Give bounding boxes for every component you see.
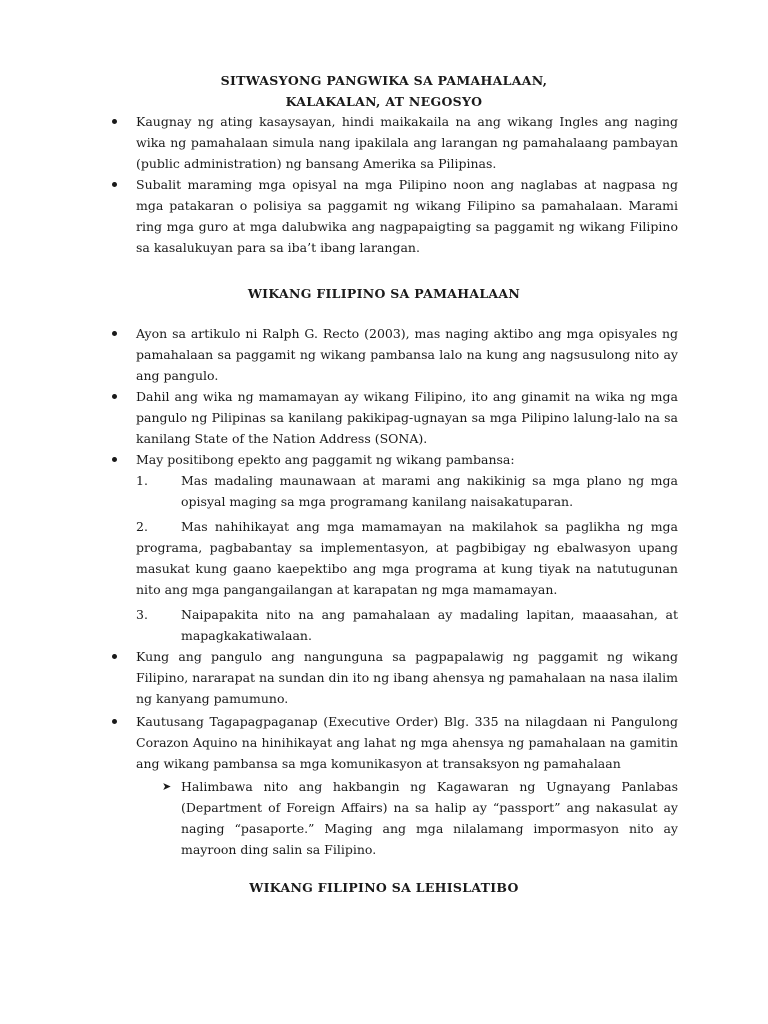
bullet-icon [112,119,117,124]
bullet-icon [112,182,117,187]
list-item: Ayon sa artikulo ni Ralph G. Recto (2003), mas naging aktibo ang mga opisyales ng pamahalaan sa paggamit ng wikang pambansa lalo na kung ang nagsusulong nito ay ang pangulo. [0,323,768,386]
bullet-icon [112,331,117,336]
bullet-icon [112,719,117,724]
list-item: Subalit maraming mga opisyal na mga Pilipino noon ang naglabas at nagpasa ng mga patakaran o polisiya sa paggamit ng wikang Filipino sa pamahalaan. Marami ring mga guro at mga dalubwika ang nagpapaigting sa paggamit ng wikang Filipino sa kasalukuyan para sa iba’t ibang larangan. [0,174,768,258]
intro-list [0,111,768,258]
title-line-1: SITWASYONG PANGWIKA SA PAMAHALAAN, [220,73,548,88]
numbered-item: 1. Mas madaling maunawaan at marami ang nakikinig sa mga plano ng mga opisyal maging sa mga programang kanilang naisakatuparan. [0,470,768,512]
list-item: Kaugnay ng ating kasaysayan, hindi maikakaila na ang wikang Ingles ang naging wika ng pamahalaan simula nang ipakilala ang larangan ng pamahalaang pambayan (public administration) ng bansang Amerika sa Pilipinas. [0,111,768,174]
document-title [0,70,768,112]
numbered-item: 2. Mas nahihikayat ang mga mamamayan na makilahok sa paglikha ng mga programa, pagbabantay sa implementasyon, at pagbibigay ng ebalwasyon upang masukat kung gaano kaepektibo ang mga programa at kung tiyak na natutugunan nito ang mga pangangailangan at karapatan ng mga mamamayan. [0,516,768,600]
list-item: May positibong epekto ang paggamit ng wikang pambansa: [0,449,768,470]
bullet-icon [112,394,117,399]
section-heading-lehislatibo: WIKANG FILIPINO SA LEHISLATIBO [249,880,519,895]
item-number: 2. [136,519,148,534]
item-number: 3. [136,607,148,622]
list-item: Kung ang pangulo ang nangunguna sa pagpapalawig ng paggamit ng wikang Filipino, nararapat na sundan din ito ng ibang ahensya ng pamahalaan na nasa ilalim ng kanyang pamumuno. [0,646,768,709]
list-item: Kautusang Tagapagpaganap (Executive Order) Blg. 335 na nilagdaan ni Pangulong Corazon Aquino na hinihikayat ang lahat ng mga ahensya ng pamahalaan na gamitin ang wikang pambansa sa mga komunikasyon at transaksyon ng pamahalaan [0,711,768,774]
numbered-item: 3. Naipapakita nito na ang pamahalaan ay madaling lapitan, maaasahan, at mapagkakatiwalaan. [0,604,768,646]
section-heading-pamahalaan: WIKANG FILIPINO SA PAMAHALAAN [247,286,521,301]
list-item: Dahil ang wika ng mamamayan ay wikang Filipino, ito ang ginamit na wika ng mga pangulo ng Pilipinas sa kanilang pakikipag-ugnayan sa mga Pilipino lalung-lalo na sa kanilang State of the Nation Address (SONA). [0,386,768,449]
bullet-icon [112,654,117,659]
bullet-icon [112,457,117,462]
title-line-2: KALAKALAN, AT NEGOSYO [285,94,483,109]
example-item: ➤ Halimbawa nito ang hakbangin ng Kagawaran ng Ugnayang Panlabas (Department of Foreign Affairs) na sa halip ay “passport” ang nakasulat ay naging “pasaporte.” Maging ang mga nilalamang impormasyon nito ay mayroon ding salin sa Filipino. [0,776,768,860]
arrow-bullet-icon: ➤ [162,780,172,793]
item-number: 1. [136,473,148,488]
pamahalaan-list [0,323,768,860]
